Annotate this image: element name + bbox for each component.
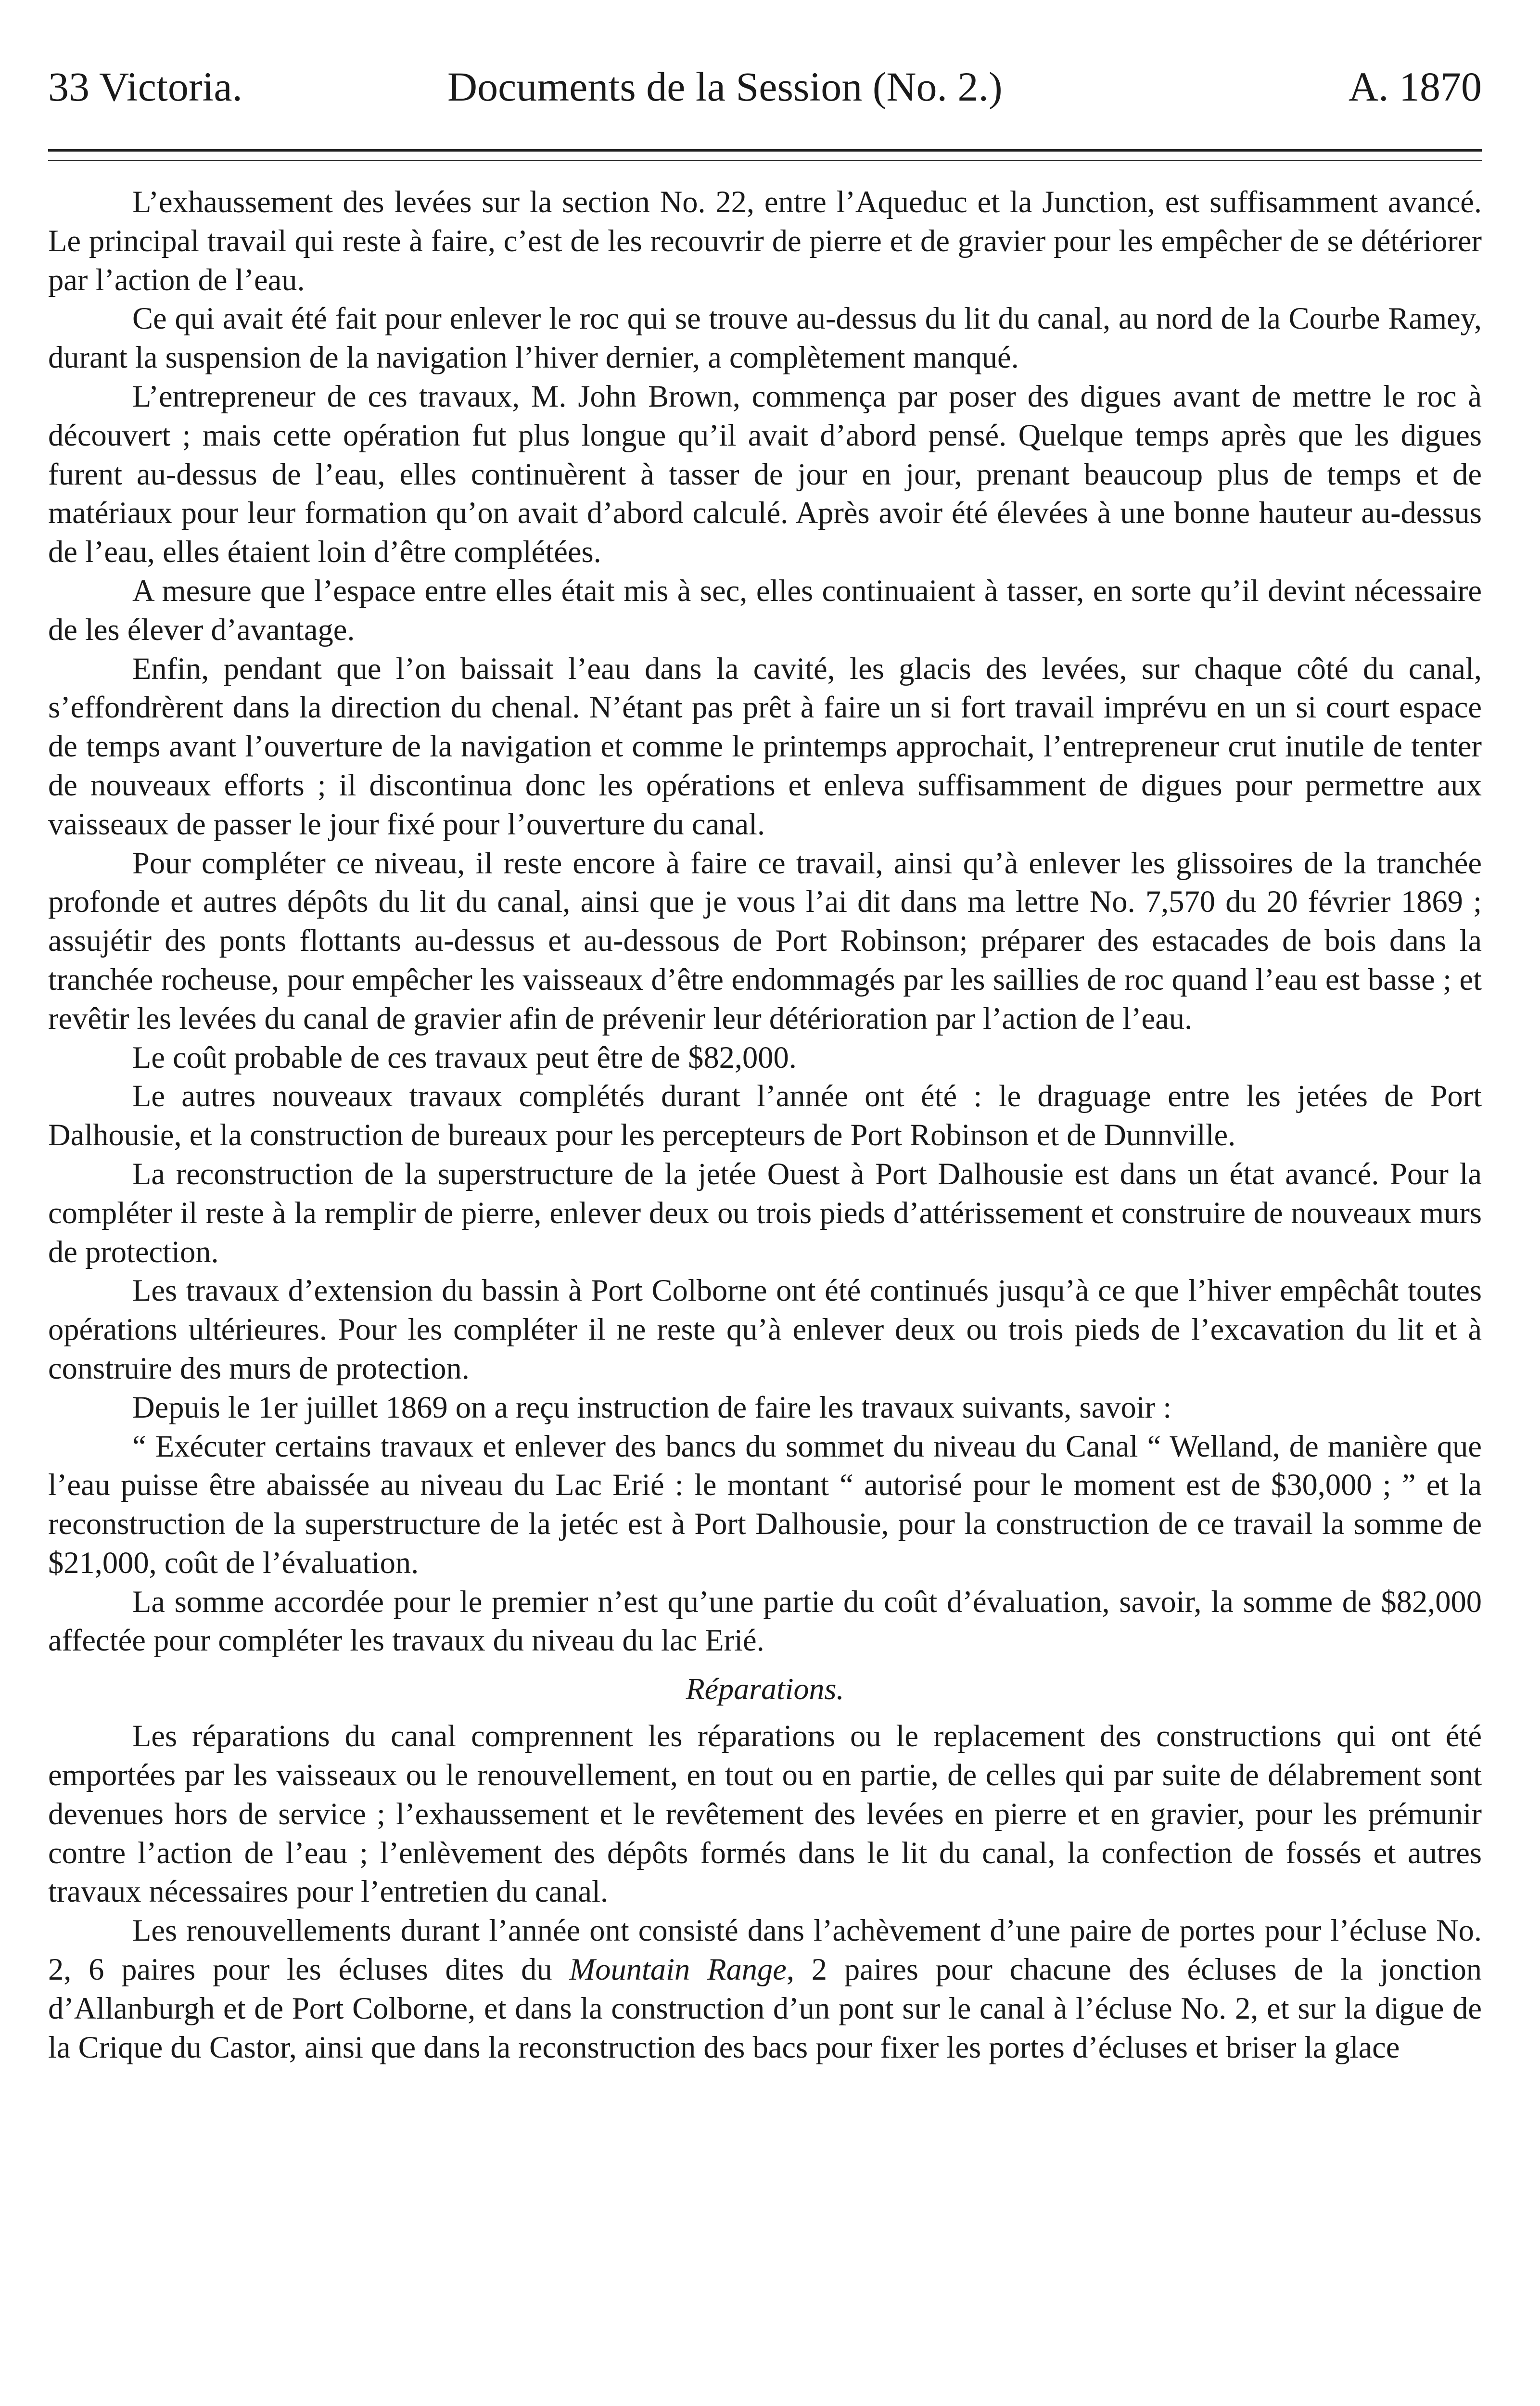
paragraph: Le autres nouveaux travaux complétés durant l’année ont été : le draguage entre les jetées de Port Dalhousie, et la construction de bureaux pour les percepteurs de Port Robinson et de Dunnville. <box>48 1079 1482 1152</box>
paragraph: Ce qui avait été fait pour enlever le roc qui se trouve au-dessus du lit du canal, au nord de la Courbe Ramey, durant la suspension de la navigation l’hiver dernier, a complètement manqué. <box>48 301 1482 375</box>
italic-text-run: Mountain Range <box>569 1952 787 1987</box>
paragraph: Pour compléter ce niveau, il reste encore à faire ce travail, ainsi qu’à enlever les glissoires de la tranchée profonde et autres dépôts du lit du canal, ainsi que je vous l’ai dit dans ma lettre No. 7,570 du 20 février 1869 ; assujétir des ponts flottants au-dessus et au-dessous de Port Robinson; préparer des estacades de bois dans la tranchée rocheuse, pour empêcher les vaisseaux d’être endommagés par les saillies de roc quand l’eau est basse ; et revêtir les levées du canal de gravier afin de prévenir leur détérioration par l’action de l’eau. <box>48 845 1482 1036</box>
header-rule-bottom <box>48 160 1482 161</box>
paragraph: A mesure que l’espace entre elles était mis à sec, elles continuaient à tasser, en sorte qu’il devint nécessaire de les élever d’avantage. <box>48 573 1482 647</box>
paragraph-renewals <box>48 1911 1482 2067</box>
paragraph: L’entrepreneur de ces travaux, M. John Brown, commença par poser des digues avant de mettre le roc à découvert ; mais cette opération fut plus longue qu’il avait d’abord pensé. Quelque temps après que les digues furent au-dessus de l’eau, elles continuèrent à tasser de jour en jour, prenant beaucoup plus de temps et de matériaux pour leur formation qu’on avait d’abord calculé. Après avoir été élevées à une bonne hauteur au-dessus de l’eau, elles étaient loin d’être complétées. <box>48 379 1482 569</box>
paragraph: Le coût probable de ces travaux peut être de $82,000. <box>132 1040 797 1075</box>
paragraph: Les travaux d’extension du bassin à Port Colborne ont été continués jusqu’à ce que l’hiver empêchât toutes opérations ultérieures. Pour les compléter il ne reste qu’à enlever deux ou trois pieds de l’excavation du lit et à construire des murs de protection. <box>48 1273 1482 1385</box>
document-page <box>48 53 1501 2406</box>
paragraph: Depuis le 1er juillet 1869 on a reçu instruction de faire les travaux suivants, savoir : <box>132 1390 1172 1424</box>
paragraph: La reconstruction de la superstructure de la jetée Ouest à Port Dalhousie est dans un état avancé. Pour la compléter il reste à la remplir de pierre, enlever deux ou trois pieds d’attérissement et construire de nouveaux murs de protection. <box>48 1156 1482 1269</box>
paragraph: La somme accordée pour le premier n’est qu’une partie du coût d’évaluation, savoir, la somme de $82,000 affectée pour compléter les travaux du niveau du lac Erié. <box>48 1584 1482 1658</box>
header-session-year: 33 Victoria. <box>48 64 243 110</box>
header-year: A. 1870 <box>1348 64 1482 110</box>
paragraph: Enfin, pendant que l’on baissait l’eau dans la cavité, les glacis des levées, sur chaque côté du canal, s’effondrèrent dans la direction du chenal. N’étant pas prêt à faire un si fort travail imprévu en un si court espace de temps avant l’ouverture de la navigation et comme le printemps approchait, l’entrepreneur crut inutile de tenter de nouveaux efforts ; il discontinua donc les opérations et enleva suffisamment de digues pour permettre aux vaisseaux de passer le jour fixé pour l’ouverture du canal. <box>48 651 1482 841</box>
page-header <box>48 53 1501 120</box>
paragraph: L’exhaussement des levées sur la section No. 22, entre l’Aqueduc et la Junction, est suffisamment avancé. Le principal travail qui reste à faire, c’est de les recouvrir de pierre et de gravier pour les empêcher de se détériorer par l’action de l’eau. <box>48 185 1482 297</box>
text-run: Les renouvellements durant l’année ont consisté dans l’achèvement d’une paire de portes pour l’écluse No. 2, 6 paires pour les écluses dites du <box>48 1913 1482 1987</box>
section-heading: Réparations. <box>686 1672 844 1706</box>
header-rule-top <box>48 149 1482 152</box>
document-body <box>48 183 1482 2067</box>
header-document-title: Documents de la Session (No. 2.) <box>447 64 1003 110</box>
paragraph: Les réparations du canal comprennent les réparations ou le replacement des constructions qui ont été emportées par les vaisseaux ou le renouvellement, en tout ou en partie, de celles qui par suite de délabrement sont devenues hors de service ; l’exhaussement et le revêtement des levées en pierre et en gravier, pour les prémunir contre l’action de l’eau ; l’enlèvement des dépôts formés dans le lit du canal, la confection de fossés et autres travaux nécessaires pour l’entretien du canal. <box>48 1719 1482 1909</box>
quoted-paragraph: “ Exécuter certains travaux et enlever des bancs du sommet du niveau du Canal “ Welland, de manière que l’eau puisse être abaissée au niveau du Lac Erié : le montant “ autorisé pour le moment est de $30,000 ; ” et la reconstruction de la superstructure de la jetéc est à Port Dalhousie, pour la construction de ce travail la somme de $21,000, coût de l’évaluation. <box>48 1429 1482 1580</box>
text-run: , 2 paires pour chacune des écluses de la jonction d’Allanburgh et de Port Colborne, et dans la construction d’un pont sur le canal à l’écluse No. 2, et sur la digue de la Crique du Castor, ainsi que dans la reconstruction des bacs pour fixer les portes d’écluses et briser la glace <box>48 1952 1482 2064</box>
